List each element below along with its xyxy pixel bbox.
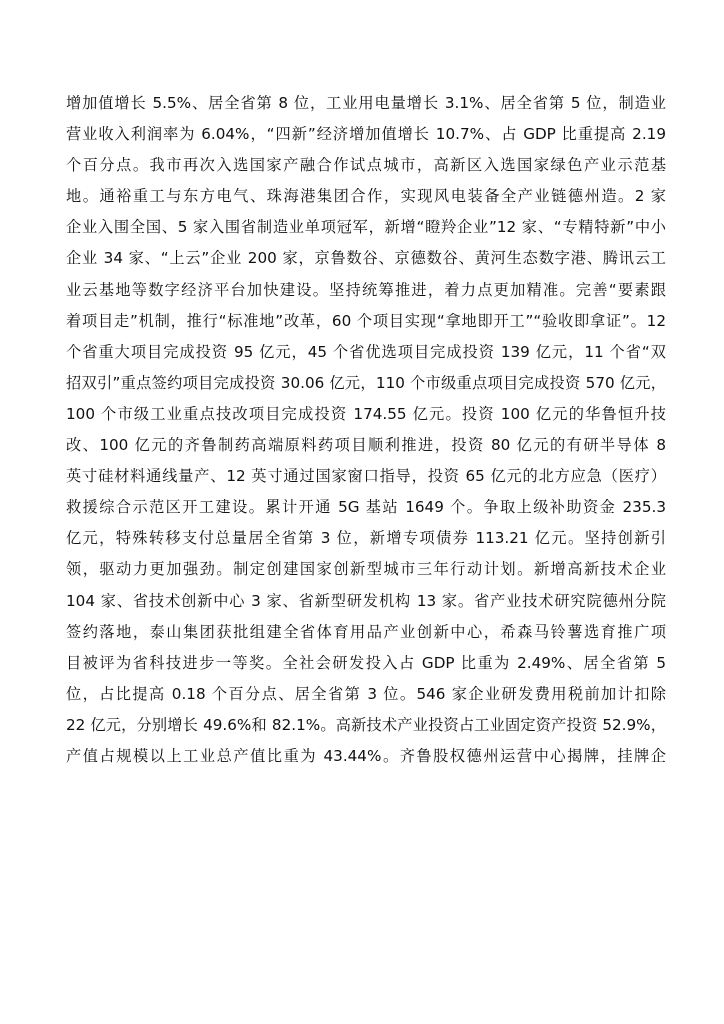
text-line-9: 个省重大项目完成投资 95 亿元，45 个省优选项目完成投资 139 亿元，11 个省“双: [66, 342, 666, 361]
text-line-10: 招双引”重点签约项目完成投资 30.06 亿元，110 个市级重点项目完成投资 570 亿元，: [66, 373, 666, 392]
text-line-6: 企业 34 家、“上云”企业 200 家，京鲁数谷、京德数谷、黄河生态数字港、腾讯云工: [66, 249, 666, 268]
text-line-1: 增加值增长 5.5%、居全省第 8 位，工业用电量增长 3.1%、居全省第 5 位，制造业: [66, 94, 666, 112]
text-line-12: 改、100 亿元的齐鲁制药高端原料药项目顺利推进，投资 80 亿元的有研半导体 8: [66, 436, 666, 455]
text-line-7: 业云基地等数字经济平台加快建设。坚持统筹推进，着力点更加精准。完善“要素跟: [66, 280, 666, 299]
text-line-20: 位，占比提高 0.18 个百分点、居全省第 3 位。546 家企业研发费用税前加计扣除: [66, 684, 666, 703]
text-line-11: 100 个市级工业重点技改项目完成投资 174.55 亿元。投资 100 亿元的华鲁恒升技: [66, 404, 666, 423]
text-line-14: 救援综合示范区开工建设。累计开通 5G 基站 1649 个。争取上级补助资金 235.3: [66, 498, 666, 517]
body-paragraph: [66, 88, 666, 772]
text-line-3: 个百分点。我市再次入选国家产融合作试点城市，高新区入选国家绿色产业示范基: [66, 156, 666, 175]
text-line-21: 22 亿元，分别增长 49.6%和 82.1%。高新技术产业投资占工业固定资产投资 52.9%，: [66, 715, 666, 734]
text-line-4: 地。通裕重工与东方电气、珠海港集团合作，实现风电装备全产业链德州造。2 家: [66, 187, 666, 206]
text-line-18: 签约落地，泰山集团获批组建全省体育用品产业创新中心，希森马铃薯选育推广项: [66, 622, 666, 641]
text-line-19: 目被评为省科技进步一等奖。全社会研发投入占 GDP 比重为 2.49%、居全省第 5: [66, 653, 666, 672]
text-line-2: 营业收入利润率为 6.04%，“四新”经济增加值增长 10.7%、占 GDP 比重提高 2.19: [66, 125, 666, 144]
text-line-15: 亿元，特殊转移支付总量居全省第 3 位，新增专项债券 113.21 亿元。坚持创新引: [66, 529, 666, 548]
text-line-8: 着项目走”机制，推行“标准地”改革，60 个项目实现“拿地即开工”“验收即拿证”。12: [66, 311, 666, 330]
text-line-17: 104 家、省技术创新中心 3 家、省新型研发机构 13 家。省产业技术研究院德州分院: [66, 591, 666, 610]
text-line-16: 领，驱动力更加强劲。制定创建国家创新型城市三年行动计划。新增高新技术企业: [66, 560, 666, 579]
text-line-22: 产值占规模以上工业总产值比重为 43.44%。齐鲁股权德州运营中心揭牌，挂牌企: [66, 746, 666, 765]
text-line-5: 企业入围全国、5 家入围省制造业单项冠军，新增“瞪羚企业”12 家、“专精特新”中小: [66, 218, 666, 237]
text-line-13: 英寸硅材料通线量产、12 英寸通过国家窗口指导，投资 65 亿元的北方应急（医疗）: [66, 467, 666, 486]
